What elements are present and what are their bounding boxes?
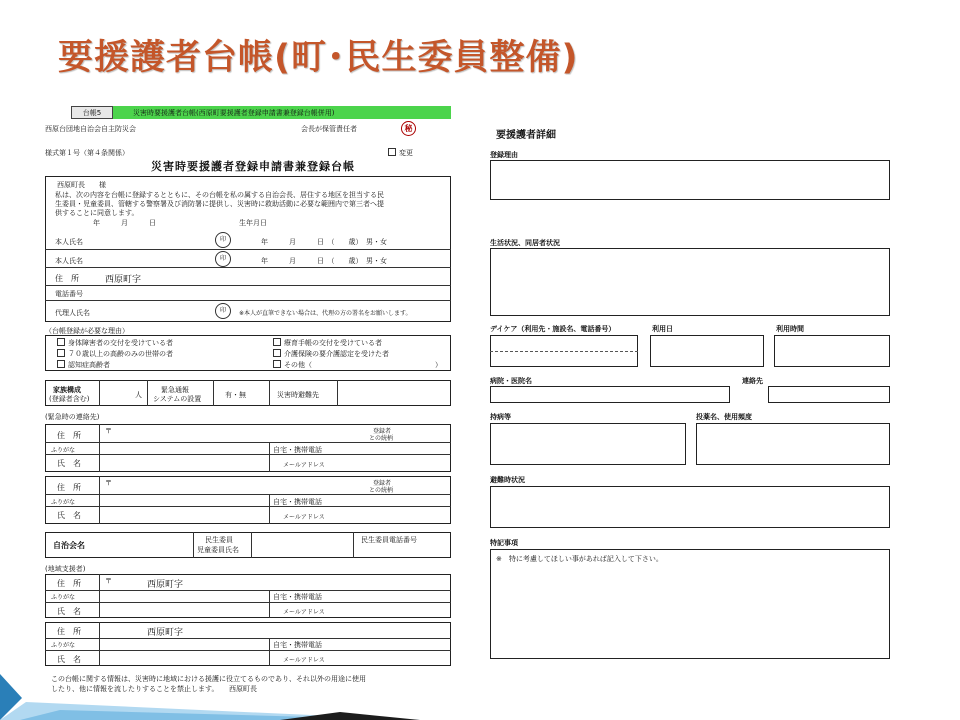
contact1-furigana: ふりがな: [51, 447, 76, 454]
contact1-phone: 自宅・携帯電話: [273, 446, 322, 454]
contact-label: 連絡先: [742, 377, 763, 385]
reason-field: [490, 160, 890, 200]
footer-line-2: したり、他に情報を流したりすることを禁止します。 西原町長: [51, 685, 257, 693]
contact2-mail: メールアドレス: [283, 514, 325, 521]
proxy-label: 代理人氏名: [55, 309, 90, 317]
contact1-postal: 〒: [105, 427, 112, 435]
supporter1-village: 西原町字: [147, 580, 184, 590]
addressee: 西原町長 様: [57, 181, 106, 189]
supporter2-phone: 自宅・携帯電話: [273, 641, 322, 649]
seal-mark-2: 印: [215, 251, 231, 267]
consent-line-1: 私は、次の内容を台帳に登録するとともに、その台帳を私の属する自治会長、居住する地区を担当する民: [55, 191, 384, 199]
contact1-relation: 登録者: [373, 428, 392, 435]
family-label: 家族構成: [53, 386, 81, 394]
birth-label: 生年月日: [239, 219, 267, 227]
emergency-system-1: 緊急通報: [161, 386, 189, 394]
medicine-label: 投薬名、使用頻度: [696, 413, 752, 421]
address-value: 西原町字: [105, 275, 142, 285]
reason-6: その他（: [273, 360, 312, 370]
living-label: 生活状況、同居者状況: [490, 239, 560, 247]
person-label-2: 本人氏名: [55, 257, 83, 265]
people-unit: 人: [135, 391, 142, 399]
remarks-note: ※ 特に考慮してほしい事があれば記入して下さい。: [496, 555, 663, 563]
birth-row-1: 年 月 日 （ 歳） 男・女: [261, 238, 387, 246]
use-time-label: 利用時間: [776, 325, 804, 333]
seal-mark-1: 印: [215, 232, 231, 248]
minsei-label-2: 児童委員氏名: [197, 546, 239, 554]
detail-title: 要援護者詳細: [496, 130, 556, 141]
phone-label: 電話番号: [55, 290, 83, 298]
contact2-name: 氏 名: [57, 511, 81, 520]
contact2-furigana: ふりがな: [51, 499, 76, 506]
supporter1-address-label: 住 所: [57, 579, 81, 588]
contact2-postal: 〒: [105, 479, 112, 487]
emergency-system-2: システムの設置: [153, 395, 202, 403]
consent-line-3: 供することに同意します。: [55, 209, 139, 217]
reason-header: （台帳登録が必要な理由）: [45, 327, 129, 335]
jichikai-label: 自治会名: [53, 541, 85, 550]
family-sub: (登録者含む): [49, 395, 90, 403]
header-bar-text: 災害時要援護者台帳(西原町要援護者登録申請書兼登録台帳併用): [133, 109, 335, 117]
tab-label: 台帳5: [71, 106, 113, 119]
use-day-label: 利用日: [652, 325, 673, 333]
reason-label: 登録理由: [490, 151, 518, 159]
medicine-field: [696, 423, 890, 465]
supporter-block-2: [45, 622, 451, 666]
change-checkbox: [388, 148, 396, 156]
secret-seal: 秘: [401, 121, 416, 136]
slide-corner-decoration: [0, 674, 420, 720]
contact2-phone: 自宅・携帯電話: [273, 498, 322, 506]
contact1-name: 氏 名: [57, 459, 81, 468]
supporter1-phone: 自宅・携帯電話: [273, 593, 322, 601]
evac-status-field: [490, 486, 890, 528]
reason-2: ７０歳以上の高齢のみの世帯の者: [57, 349, 173, 359]
hospital-field: [490, 386, 730, 403]
right-form-scan: [484, 118, 900, 666]
supporter2-furigana: ふりがな: [51, 642, 76, 649]
supporter1-postal: 〒: [105, 577, 112, 585]
contact2-relation: 登録者: [373, 480, 392, 487]
date-row: 年 月 日: [93, 219, 156, 227]
form-title: 災害時要援護者登録申請書兼登録台帳: [151, 160, 355, 173]
remarks-label: 特記事項: [490, 539, 518, 547]
remarks-field: [490, 549, 890, 659]
org-name: 西原台団地自治会自主防災会: [45, 125, 136, 133]
supporter2-village: 西原町字: [147, 628, 184, 638]
contact-field: [768, 386, 890, 403]
use-day-field: [650, 335, 764, 367]
supporter2-mail: メールアドレス: [283, 657, 325, 664]
contact1-mail: メールアドレス: [283, 462, 325, 469]
yes-no: 有・無: [225, 391, 246, 399]
keeper-text: 会長が保管責任者: [301, 125, 357, 133]
contact1-address-label: 住 所: [57, 431, 81, 440]
illness-label: 持病等: [490, 413, 511, 421]
footer-line-1: この台帳に関する情報は、災害時に地域における援護に役立てるものであり、それ以外の用途に使用: [51, 675, 366, 683]
contact-header: (緊急時の連絡先): [45, 413, 100, 421]
address-label: 住 所: [55, 274, 79, 283]
supporter2-name: 氏 名: [57, 655, 81, 664]
supporter1-mail: メールアドレス: [283, 609, 325, 616]
proxy-note: ※本人が直筆できない場合は、代理の方の署名をお願いします。: [239, 310, 412, 317]
daycare-label: デイケア（利用先・施設名、電話番号）: [490, 325, 616, 333]
supporter-header: (地域支援者): [45, 565, 86, 573]
supporter1-furigana: ふりがな: [51, 594, 76, 601]
left-form-scan: [43, 106, 451, 696]
reason-1: 身体障害者の交付を受けている者: [57, 338, 173, 348]
supporter2-address-label: 住 所: [57, 627, 81, 636]
seal-mark-3: 印: [215, 303, 231, 319]
contact1-relation2: との続柄: [369, 435, 394, 442]
reason-close: ）: [435, 361, 442, 369]
use-time-field: [774, 335, 890, 367]
header-bar: [113, 106, 451, 119]
contact2-relation2: との続柄: [369, 487, 394, 494]
person-label-1: 本人氏名: [55, 238, 83, 246]
reason-4: 療育手帳の交付を受けている者: [273, 338, 382, 348]
illness-field: [490, 423, 686, 465]
evac-status-label: 避難時状況: [490, 476, 525, 484]
contact2-address-label: 住 所: [57, 483, 81, 492]
reason-5: 介護保険の要介護認定を受けた者: [273, 349, 389, 359]
supporter1-name: 氏 名: [57, 607, 81, 616]
birth-row-2: 年 月 日 （ 歳） 男・女: [261, 257, 387, 265]
reason-3: 認知症高齢者: [57, 360, 110, 370]
consent-line-2: 生委員・児童委員、管轄する警察署及び消防署に提供し、災害時に救助活動に必要な範囲内で第三者へ提: [55, 200, 384, 208]
evac-place: 災害時避難先: [277, 391, 319, 399]
slide-title: 要援護者台帳(町･民生委員整備): [58, 38, 579, 78]
minsei-label: 民生委員: [205, 536, 233, 544]
living-field: [490, 248, 890, 316]
family-row: [45, 380, 451, 406]
form-number: 様式第１号（第４条関係）: [45, 149, 129, 157]
change-checkbox-label: 変更: [388, 148, 413, 158]
hospital-label: 病院・医院名: [490, 377, 532, 385]
minsei-phone-label: 民生委員電話番号: [361, 536, 417, 544]
